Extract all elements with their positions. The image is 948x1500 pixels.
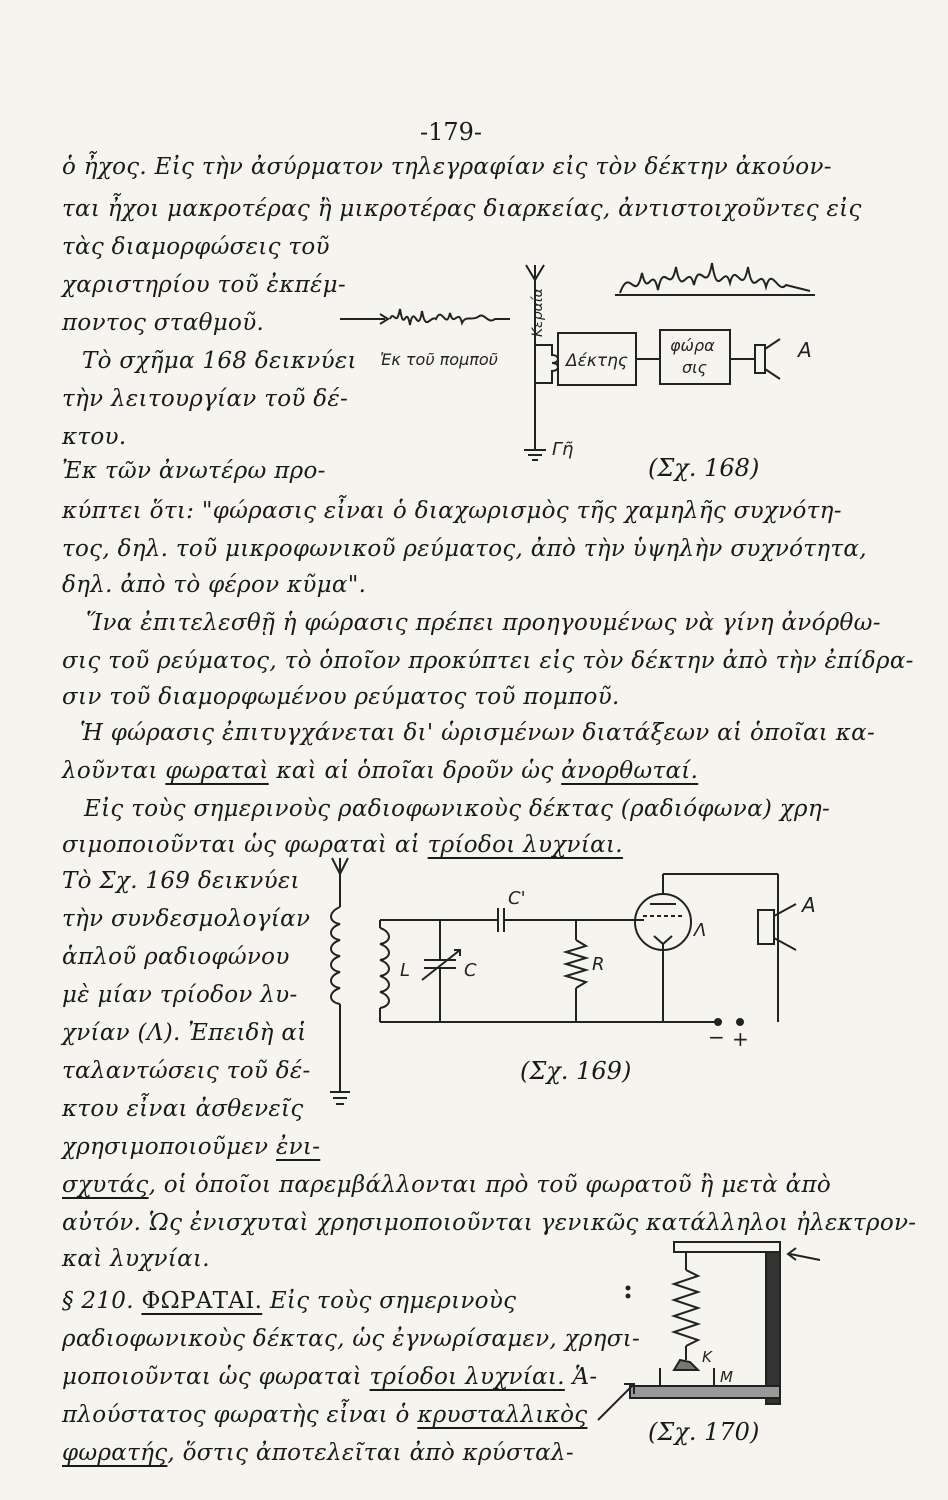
ground-label: Γῆ	[552, 439, 574, 460]
text-line: κύπτει ὅτι: "φώρασις εἶναι ὁ διαχωρισμὸς τῆς χαμηλῆς συχνότη-	[62, 498, 842, 524]
text-segment: σιμοποιοῦνται ὡς φωραταὶ αἱ	[62, 832, 420, 858]
underlined-term-triodes: τρίοδοι λυχνίαι.	[427, 832, 623, 858]
inductor-L	[380, 928, 389, 1008]
text-segment: Ἁ-	[572, 1364, 598, 1390]
text-line	[62, 1134, 320, 1160]
text-line: ἁπλοῦ ραδιοφώνου	[62, 944, 290, 970]
underlined-term-crystal: κρυσταλλικὸς	[417, 1402, 588, 1428]
text-line: δηλ. ἀπὸ τὸ φέρον κῦμα".	[62, 572, 367, 598]
text-line: τὴν λειτουργίαν τοῦ δέ-	[62, 386, 349, 412]
underlined-term-amplifiers-a: ἐνι-	[275, 1134, 321, 1160]
figure-169-caption: (Σχ. 169)	[520, 1057, 632, 1085]
figure-170-caption: (Σχ. 170)	[648, 1418, 760, 1446]
section-title: ΦΩΡΑΤΑΙ.	[141, 1288, 263, 1314]
label-minus: −	[708, 1025, 725, 1049]
label-C: C	[464, 960, 477, 981]
text-line: ραδιοφωνικοὺς δέκτας, ὡς ἐγνωρίσαμεν, χρησι-	[62, 1326, 641, 1352]
text-line: κτου.	[62, 424, 127, 450]
underlined-term-rectifiers: ἀνορθωταί.	[561, 758, 699, 784]
text-line: Τὸ Σχ. 169 δεικνύει	[62, 868, 300, 894]
text-line: σιν τοῦ διαμορφωμένου ρεύματος τοῦ πομποῦ.	[62, 684, 620, 710]
text-line: ταλαντώσεις τοῦ δέ-	[62, 1058, 311, 1084]
rectifier-label-2: σις	[682, 358, 707, 377]
resistor-R	[566, 940, 586, 988]
section-heading-line	[62, 1288, 516, 1314]
page-number: -179-	[420, 118, 483, 146]
triode-tube-icon	[635, 894, 691, 950]
text-line: μὲ μίαν τρίοδον λυ-	[62, 982, 298, 1008]
text-line: σις τοῦ ρεύματος, τὸ ὁποῖον προκύπτει εἰς τὸν δέκτην ἀπὸ τὴν ἐπίδρα-	[62, 648, 914, 674]
label-K: Κ	[702, 1348, 712, 1366]
text-line: Ἵνα ἐπιτελεσθῇ ἡ φώρασις πρέπει προηγουμένως νὰ γίνη ἀνόρθω-	[86, 610, 881, 636]
antenna-icon	[332, 858, 348, 874]
underlined-term-triodes-2: τρίοδοι λυχνίαι.	[369, 1364, 565, 1390]
figure-168-caption: (Σχ. 168)	[648, 454, 760, 482]
text-line: Τὸ σχῆμα 168 δεικνύει	[82, 348, 357, 374]
text-line: Ἐκ τῶν ἀνωτέρω προ-	[62, 458, 326, 484]
label-tube: Λ	[694, 920, 707, 941]
headphone-icon	[755, 339, 780, 379]
text-line: καὶ λυχνίαι.	[62, 1246, 210, 1272]
phone-label: Α	[798, 338, 812, 362]
text-segment: καὶ αἱ ὁποῖαι δροῦν ὡς	[276, 758, 554, 784]
text-line: τὰς διαμορφώσεις τοῦ	[62, 234, 330, 260]
text-line	[62, 1402, 587, 1428]
label-L: L	[400, 960, 411, 981]
text-segment: , ὅστις ἀποτελεῖται ἀπὸ κρύσταλ-	[167, 1440, 574, 1466]
label-phone: Α	[802, 893, 816, 917]
rectifier-label-1: φώρα	[670, 336, 715, 355]
label-R: R	[592, 954, 605, 975]
text-line: αὐτόν. Ὡς ἐνισχυταὶ χρησιμοποιοῦνται γενικῶς κατάλληλοι ἠλεκτρον-	[62, 1210, 917, 1236]
spring-icon	[674, 1270, 698, 1346]
text-line: Εἰς τοὺς σημερινοὺς ραδιοφωνικοὺς δέκτας (ραδιόφωνα) χρη-	[84, 796, 831, 822]
text-segment: πλούστατος φωρατὴς εἶναι ὁ	[62, 1402, 410, 1428]
crystal-icon	[674, 1360, 698, 1370]
underlined-term-detector: φωρατής	[62, 1440, 168, 1466]
underlined-term-amplifiers-b: σχυτάς	[62, 1172, 149, 1198]
figure-170	[590, 1236, 840, 1426]
label-M: Μ	[720, 1368, 733, 1386]
text-line: χαριστηρίου τοῦ ἐκπέμ-	[62, 272, 346, 298]
text-line: Ἡ φώρασις ἐπιτυγχάνεται δι' ὡρισμένων διατάξεων αἱ ὁποῖαι κα-	[80, 720, 876, 746]
section-number: § 210.	[62, 1288, 134, 1314]
text-line: ὁ ἦχος. Εἰς τὴν ἀσύρματον τηλεγραφίαν εἰς τὸν δέκτην ἀκούον-	[62, 154, 832, 180]
label-plus: +	[732, 1027, 749, 1051]
source-label-text: Ἐκ τοῦ πομποῦ	[380, 350, 498, 369]
modulated-wave-icon	[620, 263, 810, 293]
text-line	[62, 758, 698, 784]
text-line: ται ἦχοι μακροτέρας ἢ μικροτέρας διαρκείας, ἀντιστοιχοῦντες εἰς	[62, 196, 862, 222]
label-C-prime: C'	[508, 888, 526, 909]
text-line: κτου εἶναι ἀσθενεῖς	[62, 1096, 304, 1122]
text-line	[62, 1440, 574, 1466]
detector-label: Δέκτης	[566, 351, 628, 371]
underlined-term-detectors: φωραταὶ	[165, 758, 269, 784]
text-segment: , οἱ ὁποῖοι παρεμβάλλονται πρὸ τοῦ φωρατοῦ ἢ μετὰ ἀπὸ	[148, 1172, 832, 1198]
text-line: τὴν συνδεσμολογίαν	[62, 906, 311, 932]
text-segment: λοῦνται	[62, 758, 158, 784]
incoming-signal-icon	[390, 309, 510, 325]
antenna-label: Κεραία	[530, 288, 546, 337]
text-segment: Εἰς τοὺς σημερινοὺς	[269, 1288, 517, 1314]
text-line: τος, δηλ. τοῦ μικροφωνικοῦ ρεύματος, ἀπὸ τὴν ὑψηλὴν συχνότητα,	[62, 536, 867, 562]
figure-168	[330, 245, 830, 485]
text-line: ποντος σταθμοῦ.	[62, 310, 265, 336]
text-segment: χρησιμοποιοῦμεν	[62, 1134, 269, 1160]
source-label	[380, 350, 498, 369]
text-segment: μοποιοῦνται ὡς φωραταὶ	[62, 1364, 362, 1390]
text-line: χνίαν (Λ). Ἐπειδὴ αἱ	[62, 1020, 307, 1046]
text-line	[62, 1364, 597, 1390]
text-line	[62, 1172, 831, 1198]
